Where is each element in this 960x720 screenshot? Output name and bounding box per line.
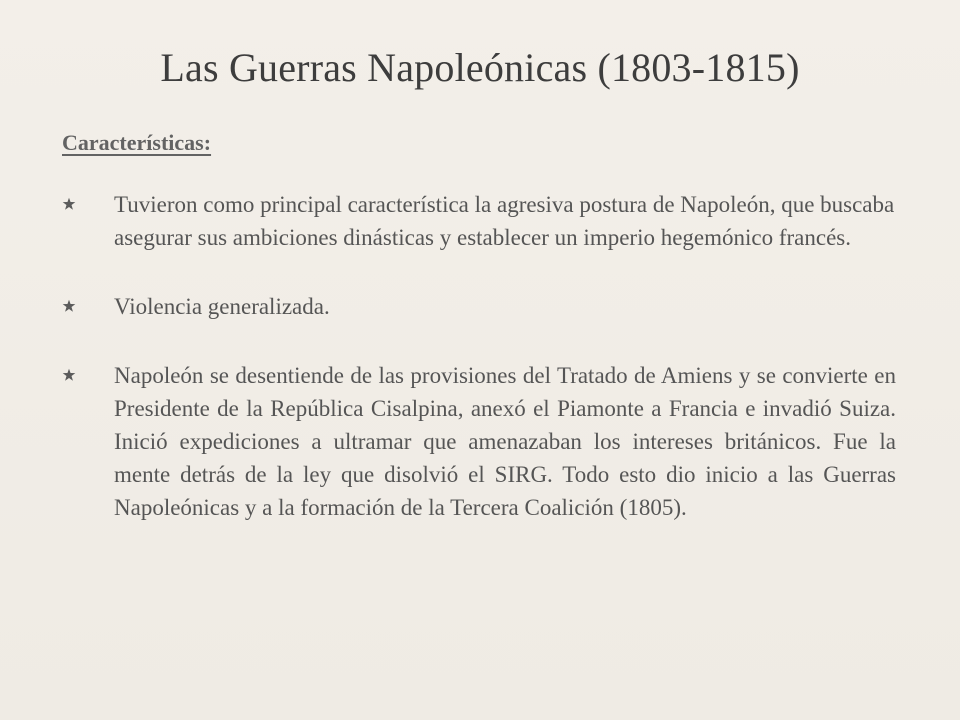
section-heading: Características:	[62, 130, 212, 155]
bullet-item	[62, 188, 896, 254]
star-icon	[62, 359, 114, 389]
star-icon	[62, 188, 114, 218]
bullet-text: Violencia generalizada.	[114, 294, 330, 319]
bullet-list	[62, 188, 896, 560]
bullet-item	[62, 359, 896, 524]
bullet-item	[62, 290, 896, 323]
bullet-text: Tuvieron como principal característica la agresiva postura de Napoleón, que buscaba asegurar sus ambiciones dinásticas y establecer un imperio hegemónico francés.	[114, 192, 895, 250]
bullet-text: Napoleón se desentiende de las provisiones del Tratado de Amiens y se convierte en Presidente de la República Cisalpina, anexó el Piamonte a Francia e invadió Suiza. Inició expediciones a ultramar que amenazaban los intereses británicos. Fue la mente detrás de la ley que disolvió el SIRG. Todo esto dio inicio a las Guerras Napoleónicas y a la formación de la Tercera Coalición (1805).	[114, 363, 896, 520]
star-icon	[62, 290, 114, 320]
slide-title: Las Guerras Napoleónicas (1803-1815)	[160, 45, 800, 90]
